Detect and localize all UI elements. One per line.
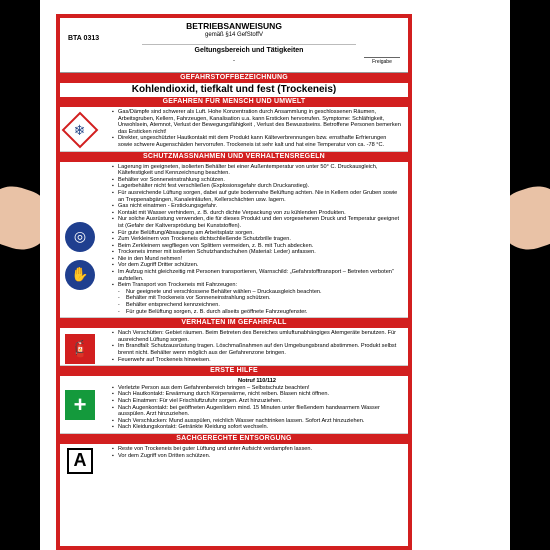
list-item: ▪ Nach Kleidungskontakt: Getränkte Kleidung sofort wechseln.: [112, 424, 402, 431]
list-item: ▪ Gas/Dämpfe sind schwerer als Luft. Hohe Konzentration durch Ansammlung in geschlossenen Räumen, Arbeitsgruben, Kellern, Fahrzeugen, Kanalisation u.a. kann Ersticken hervorrufen. Symptome: Schläfrigkeit, Unwohlsein, Atemnot, Verlust der Bewegungsfähigkeit , Verlust des Bewusstseins. Betroffene Personen bemerken das Ersticken nicht!: [112, 109, 402, 135]
protection-list: [100, 162, 408, 318]
list-item: - Behälter mit Trockeneis vor Sonneneinstrahlung schützen.: [112, 295, 402, 302]
list-item: ▪ Zum Verkleinern von Trockeneis dichtschließende Schutzbrille tragen.: [112, 236, 402, 243]
list-item: ▪ Nie in den Mund nehmen!: [112, 256, 402, 263]
list-item: ▪ Nach Verschütten: Gebiet räumen. Beim Betreten des Bereiches umluftunabhängiges Atemgeräte benutzen. Für ausreichend Lüftung sorgen.: [112, 330, 402, 343]
list-item: ▪ Für gute Belüftung/Absaugung am Arbeitsplatz sorgen.: [112, 230, 402, 237]
list-item: ▪ Nur solche Ausrüstung verwenden, die für dieses Produkt und den vorgesehenen Druck und Temperatur geeignet ist (Gefahr der Kaltversprödung bei Kunststoffen).: [112, 216, 402, 229]
scope-heading: Geltungsbereich und Tätigkeiten: [142, 44, 356, 54]
dangers-section: [60, 107, 408, 152]
first-aid-section: [60, 376, 408, 434]
hazard-designation-bar: GEFAHRSTOFFBEZEICHNUNG: [60, 73, 408, 83]
list-item: ▪ Nach Augenkontakt: bei geöffneten Augenlidern mind. 15 Minuten unter fließendem handwarmem Wasser ausspülen. Arzt hinzuziehen.: [112, 405, 402, 418]
list-item: ▪ Nach Hautkontakt: Erwärmung durch Körperwärme, nicht reiben. Blasen nicht öffnen.: [112, 391, 402, 398]
dangers-bar: GEFAHREN FÜR MENSCH UND UMWELT: [60, 97, 408, 107]
list-item: ▪ Trockeneis immer mit isolierten Schutzhandschuhen (Material: Leder) anfassen.: [112, 249, 402, 256]
list-item: ▪ Nach Einatmen: Für viel Frischluftzufuhr sorgen. Arzt hinzuziehen.: [112, 398, 402, 405]
list-item: ▪ Reste von Trockeneis bei guter Lüftung und unter Aufsicht verdampfen lassen.: [112, 446, 402, 453]
protection-section: [60, 162, 408, 319]
list-item: ▪ Beim Zerkleinern wegfliegen von Splittern vermeiden, z. B. mit Tuch abdecken.: [112, 243, 402, 250]
dangers-list: [100, 107, 408, 151]
fire-extinguisher-icon: 🧯: [65, 334, 95, 364]
list-item: ▪ Kontakt mit Wasser verhindern, z. B. durch dichte Verpackung von zu kühlenden Produkten.: [112, 210, 402, 217]
list-item: ▪ Lagerbehälter nicht fest verschließen (Explosionsgefahr durch Druckanstieg).: [112, 183, 402, 190]
operating-instructions-sheet: [56, 14, 412, 550]
list-item: ▪ Verletzte Person aus dem Gefahrenbereich bringen – Selbstschutz beachten!: [112, 385, 402, 392]
emergency-list: [100, 328, 408, 365]
emergency-number: Notruf 110/112: [238, 378, 276, 385]
substance-name: Kohlendioxid, tiefkalt und fest (Trockeneis): [131, 84, 337, 95]
protection-bar: SCHUTZMASSNAHMEN UND VERHALTENSREGELN: [60, 152, 408, 162]
list-item: ▪ Im Brandfall: Schutzausrüstung tragen. Löschmaßnahmen auf den Umgebungsbrand abstimmen. Produkt selbst brennt nicht. Behälter wenn möglich aus der Gefahrenzone bringen.: [112, 343, 402, 356]
first-aid-cross-icon: +: [65, 390, 95, 420]
scope-value: -: [233, 58, 235, 64]
snowflake-warning-icon: ❄: [62, 112, 99, 149]
emergency-section: [60, 328, 408, 366]
list-item: ▪ Beim Transport von Trockeneis mit Fahrzeugen:: [112, 282, 402, 289]
list-item: ▪ Direkter, ungeschützter Hautkontakt mit dem Produkt kann Kälteverbrennungen bzw. ernsthafte Erfrierungen sowie schwere Augenschäden hervorrufen. Trockeneis ist sehr kalt und hat eine Temperatur von ca. -78 °C.: [112, 135, 402, 148]
protective-gloves-icon: ✋: [65, 260, 95, 290]
waste-category-icon: A: [67, 448, 93, 474]
list-item: ▪ Lagerung im geeigneten, isolierten Behälter bei einer Außentemperatur von unter 50° C. Druckausgleich, Kältefestigkeit und Kennzeichnung beachten.: [112, 164, 402, 177]
document-title: BETRIEBSANWEISUNG: [186, 21, 282, 31]
list-item: - Für gute Belüftung sorgen, z. B. durch allseits geöffnete Fahrzeugfenster.: [112, 309, 402, 316]
list-item: - Nur geeignete und verschlossene Behälter wählen – Druckausgleich beachten.: [112, 289, 402, 296]
list-item: ▪ Vor dem Zugriff von Dritten schützen.: [112, 453, 402, 460]
safety-goggles-icon: ◎: [65, 222, 95, 252]
list-item: ▪ Für ausreichende Lüftung sorgen, dabei auf gute bodennahe Belüftung achten. Nie in Kellern oder Gruben sowie an Treppenabgängen, Kanaleinläufen, Kellerschächten usw. lagern.: [112, 190, 402, 203]
list-item: ▪ Im Aufzug nicht gleichzeitig mit Personen transportieren, Warnschild: „Gefahrstofftransport – Betreten verboten“ aufstellen.: [112, 269, 402, 282]
disposal-section: [60, 444, 408, 474]
list-item: ▪ Feuerwehr auf Trockeneis hinweisen.: [112, 357, 402, 364]
disposal-bar: SACHGERECHTE ENTSORGUNG: [60, 434, 408, 444]
document-code: BTA 0313: [68, 35, 100, 42]
list-item: ▪ Nach Verschlucken: Mund ausspülen, reichlich Wasser nachtrinken lassen. Sofort Arzt hinzuziehen.: [112, 418, 402, 425]
first-aid-bar: ERSTE HILFE: [60, 366, 408, 376]
list-item: ▪ Vor dem Zugriff Dritter schützen.: [112, 262, 402, 269]
disposal-list: [100, 444, 408, 474]
list-item: ▪ Behälter vor Sonneneinstrahlung schützen.: [112, 177, 402, 184]
list-item: - Behälter entsprechend kennzeichnen.: [112, 302, 402, 309]
release-field: Freigabe: [364, 57, 400, 65]
emergency-bar: VERHALTEN IM GEFAHRFALL: [60, 318, 408, 328]
document-subtitle: gemäß §14 GefStoffV: [205, 32, 263, 38]
document-header: [60, 18, 408, 73]
list-item: ▪ Gas nicht einatmen - Erstickungsgefahr.: [112, 203, 402, 210]
first-aid-list: [100, 376, 408, 433]
